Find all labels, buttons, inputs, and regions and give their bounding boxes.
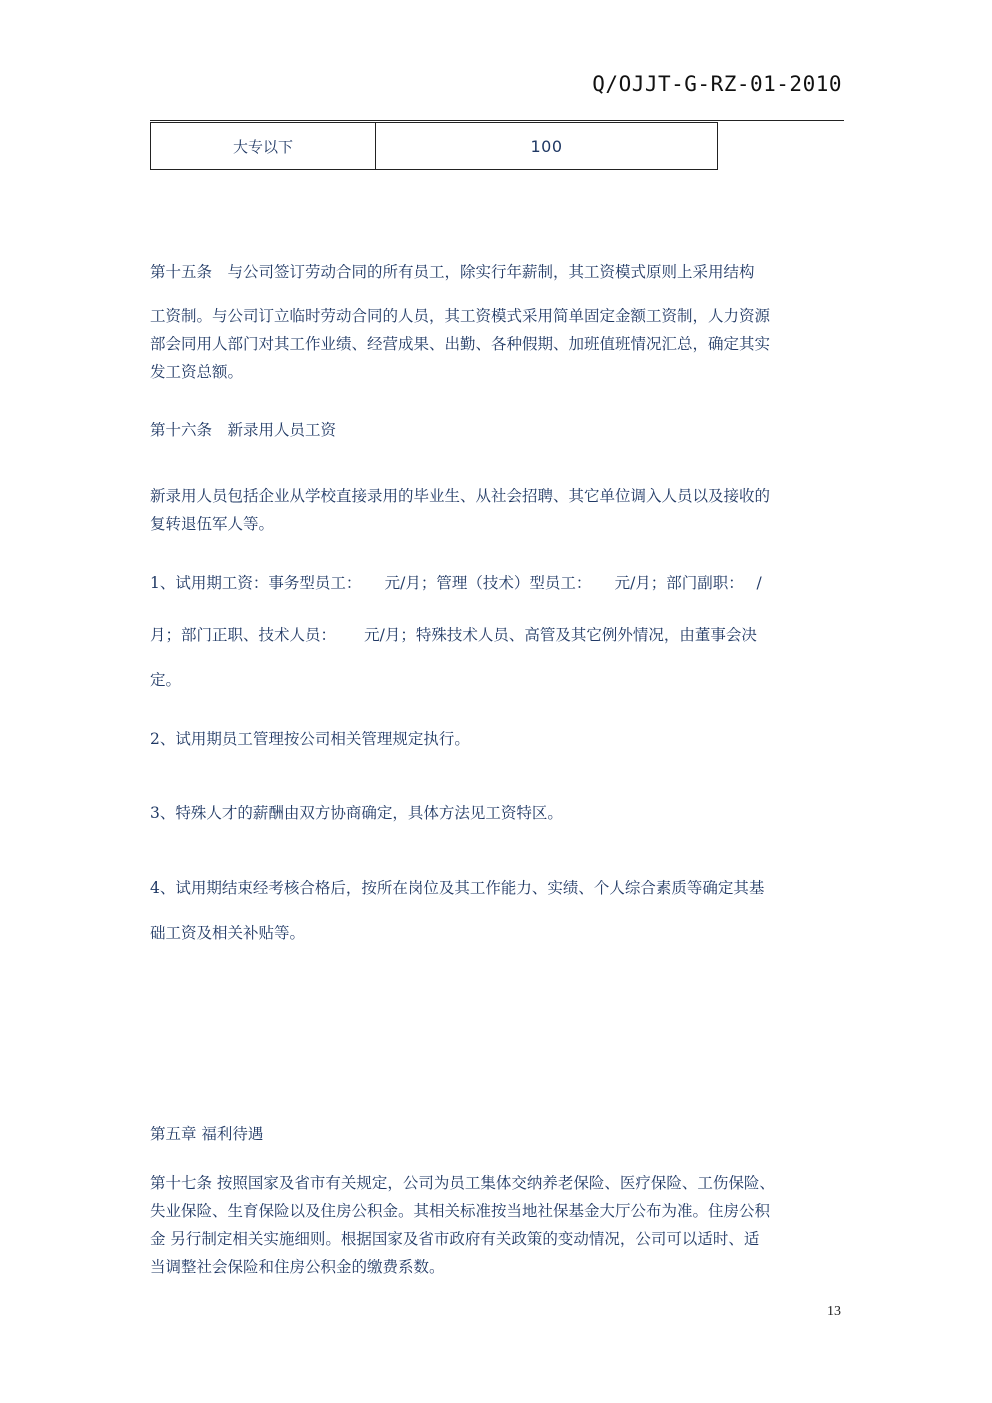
article-17-line: 当调整社会保险和住房公积金的缴费系数。 [150, 1258, 445, 1276]
article-15-line: 第十五条 与公司签订劳动合同的所有员工，除实行年薪制，其工资模式原则上采用结构 [150, 263, 755, 281]
article-17-line: 第十七条 按照国家及省市有关规定，公司为员工集体交纳养老保险、医疗保险、工伤保险、 [150, 1174, 775, 1192]
item-4-line: 础工资及相关补贴等。 [150, 924, 306, 942]
chapter-5-heading: 第五章 福利待遇 [150, 1125, 264, 1143]
item-1-line: 月；部门正职、技术人员： 元/月；特殊技术人员、高管及其它例外情况，由董事会决 [150, 626, 757, 644]
document-code: Q/OJJT-G-RZ-01-2010 [592, 72, 842, 96]
item-4-line: 4、试用期结束经考核合格后，按所在岗位及其工作能力、实绩、个人综合素质等确定其基 [150, 879, 765, 897]
page-number: 13 [827, 1304, 841, 1319]
article-15 [150, 256, 844, 386]
salary-table [150, 122, 718, 170]
article-16-item-4 [150, 874, 844, 947]
article-15-line: 部会同用人部门对其工作业绩、经营成果、出勤、各种假期、加班值班情况汇总，确定其实 [150, 335, 771, 353]
article-16-item-2: 2、试用期员工管理按公司相关管理规定执行。 [150, 730, 470, 748]
article-16-heading: 第十六条 新录用人员工资 [150, 421, 337, 439]
item-1-line: 定。 [150, 671, 182, 689]
article-17-line: 失业保险、生育保险以及住房公积金。其相关标准按当地社保基金大厅公布为准。住房公积 [150, 1202, 771, 1220]
table-row [151, 123, 718, 170]
article-15-line: 工资制。与公司订立临时劳动合同的人员，其工资模式采用简单固定金额工资制，人力资源 [150, 307, 771, 325]
article-17 [150, 1169, 844, 1281]
article-17-line: 金 另行制定相关实施细则。根据国家及省市政府有关政策的变动情况，公司可以适时、适 [150, 1230, 760, 1248]
article-16-item-1 [150, 569, 844, 694]
salary-value-cell: 100 [376, 123, 718, 170]
article-15-line: 发工资总额。 [150, 363, 244, 381]
article-16-intro-line: 新录用人员包括企业从学校直接录用的毕业生、从社会招聘、其它单位调入人员以及接收的 [150, 487, 771, 505]
education-cell: 大专以下 [151, 123, 376, 170]
article-16-intro [150, 482, 844, 538]
article-16-item-3: 3、特殊人才的薪酬由双方协商确定，具体方法见工资特区。 [150, 804, 563, 822]
header-rule [150, 120, 844, 121]
article-16-intro-line: 复转退伍军人等。 [150, 515, 275, 533]
item-1-line: 1、试用期工资：事务型员工： 元/月；管理（技术）型员工： 元/月；部门副职： / [150, 574, 762, 592]
